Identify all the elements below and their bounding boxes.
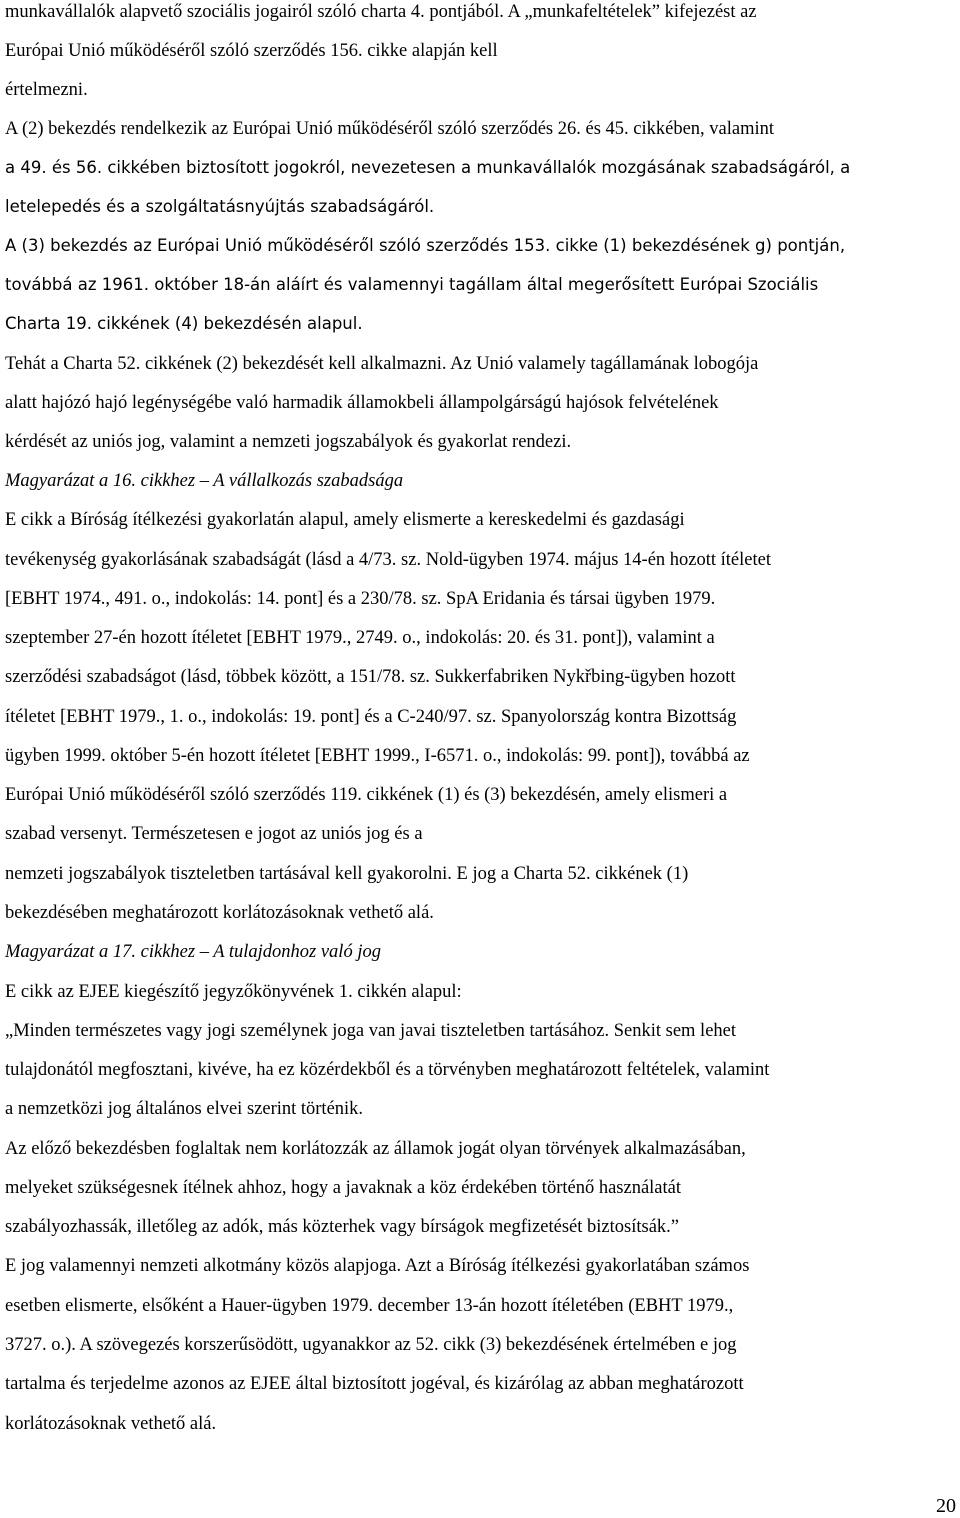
section-heading: Magyarázat a 17. cikkhez – A tulajdonhoz való jog [5, 942, 381, 962]
text-line: Európai Unió működéséről szóló szerződés 119. cikkének (1) és (3) bekezdésén, amely elismeri a [5, 785, 728, 805]
text-line: Tehát a Charta 52. cikkének (2) bekezdését kell alkalmazni. Az Unió valamely tagállamának lobogója [5, 354, 759, 374]
text-line: letelepedés és a szolgáltatásnyújtás szabadságáról. [5, 197, 435, 216]
text-line: értelmezni. [5, 80, 88, 100]
text-line: esetben elismerte, elsőként a Hauer-ügyben 1979. december 13-án hozott ítéletében (EBHT 1979., [5, 1296, 734, 1316]
text-line: Európai Unió működéséről szóló szerződés 156. cikke alapján kell [5, 41, 498, 61]
text-line: E cikk a Bíróság ítélkezési gyakorlatán alapul, amely elismerte a kereskedelmi és gazdasági [5, 510, 685, 530]
text-line: szerződési szabadságot (lásd, többek között, a 151/78. sz. Sukkerfabriken Nykřbing-ügyben hozott [5, 667, 736, 687]
text-line: alatt hajózó hajó legénységébe való harmadik államokbeli állampolgárságú hajósok felvételének [5, 393, 719, 413]
text-line: a nemzetközi jog általános elvei szerint történik. [5, 1099, 364, 1119]
text-line: korlátozásoknak vethető alá. [5, 1414, 217, 1434]
text-line: A (3) bekezdés az Európai Unió működéséről szóló szerződés 153. cikke (1) bekezdésének g) pontján, [5, 236, 846, 255]
text-line: nemzeti jogszabályok tiszteletben tartásával kell gyakorolni. E jog a Charta 52. cikkének (1) [5, 864, 689, 884]
text-line: melyeket szükségesnek ítélnek ahhoz, hogy a javaknak a köz érdekében történő használatát [5, 1178, 681, 1198]
text-line: szabad versenyt. Természetesen e jogot az uniós jog és a [5, 824, 423, 844]
text-line: E jog valamennyi nemzeti alkotmány közös alapjoga. Azt a Bíróság ítélkezési gyakorlatában számos [5, 1256, 750, 1276]
text-line: tartalma és terjedelme azonos az EJEE által biztosított jogéval, és kizárólag az abban meghatározott [5, 1374, 744, 1394]
text-line: kérdését az uniós jog, valamint a nemzeti jogszabályok és gyakorlat rendezi. [5, 432, 572, 452]
text-line: bekezdésében meghatározott korlátozásoknak vethető alá. [5, 903, 434, 923]
section-heading: Magyarázat a 16. cikkhez – A vállalkozás szabadsága [5, 471, 404, 491]
text-line: a 49. és 56. cikkében biztosított jogokról, nevezetesen a munkavállalók mozgásának szabadságáról, a [5, 158, 851, 177]
text-line: Az előző bekezdésben foglaltak nem korlátozzák az államok jogát olyan törvények alkalmazásában, [5, 1139, 746, 1159]
text-line: A (2) bekezdés rendelkezik az Európai Unió működéséről szóló szerződés 26. és 45. cikkében, valamint [5, 119, 775, 139]
text-line: ítéletet [EBHT 1979., 1. o., indokolás: 19. pont] és a C-240/97. sz. Spanyolország kontra Bizottság [5, 707, 737, 727]
text-line: E cikk az EJEE kiegészítő jegyzőkönyvének 1. cikkén alapul: [5, 982, 462, 1002]
text-line: tevékenység gyakorlásának szabadságát (lásd a 4/73. sz. Nold-ügyben 1974. május 14-én hozott ítéletet [5, 550, 771, 570]
text-line: ügyben 1999. október 5-én hozott ítéletet [EBHT 1999., I-6571. o., indokolás: 99. pont]), továbbá az [5, 746, 750, 766]
text-line: [EBHT 1974., 491. o., indokolás: 14. pont] és a 230/78. sz. SpA Eridania és társai ügyben 1979. [5, 589, 716, 609]
text-line: munkavállalók alapvető szociális jogairól szóló charta 4. pontjából. A „munkafeltételek” kifejezést az [5, 2, 757, 22]
text-line: továbbá az 1961. október 18-án aláírt és valamennyi tagállam által megerősített Európai Szociális [5, 275, 819, 294]
text-line: szabályozhassák, illetőleg az adók, más közterhek vagy bírságok megfizetését biztosítsák.” [5, 1217, 679, 1237]
text-line: tulajdonától megfosztani, kivéve, ha ez közérdekből és a törvényben meghatározott feltételek, valamint [5, 1060, 770, 1080]
text-line: „Minden természetes vagy jogi személynek joga van javai tiszteletben tartásához. Senkit sem lehet [5, 1021, 737, 1041]
text-line: 3727. o.). A szövegezés korszerűsödött, ugyanakkor az 52. cikk (3) bekezdésének értelmében e jog [5, 1335, 737, 1355]
text-line: Charta 19. cikkének (4) bekezdésén alapul. [5, 314, 363, 333]
page-number: 20 [936, 1495, 956, 1517]
text-line: szeptember 27-én hozott ítéletet [EBHT 1979., 2749. o., indokolás: 20. és 31. pont]), valamint a [5, 628, 715, 648]
